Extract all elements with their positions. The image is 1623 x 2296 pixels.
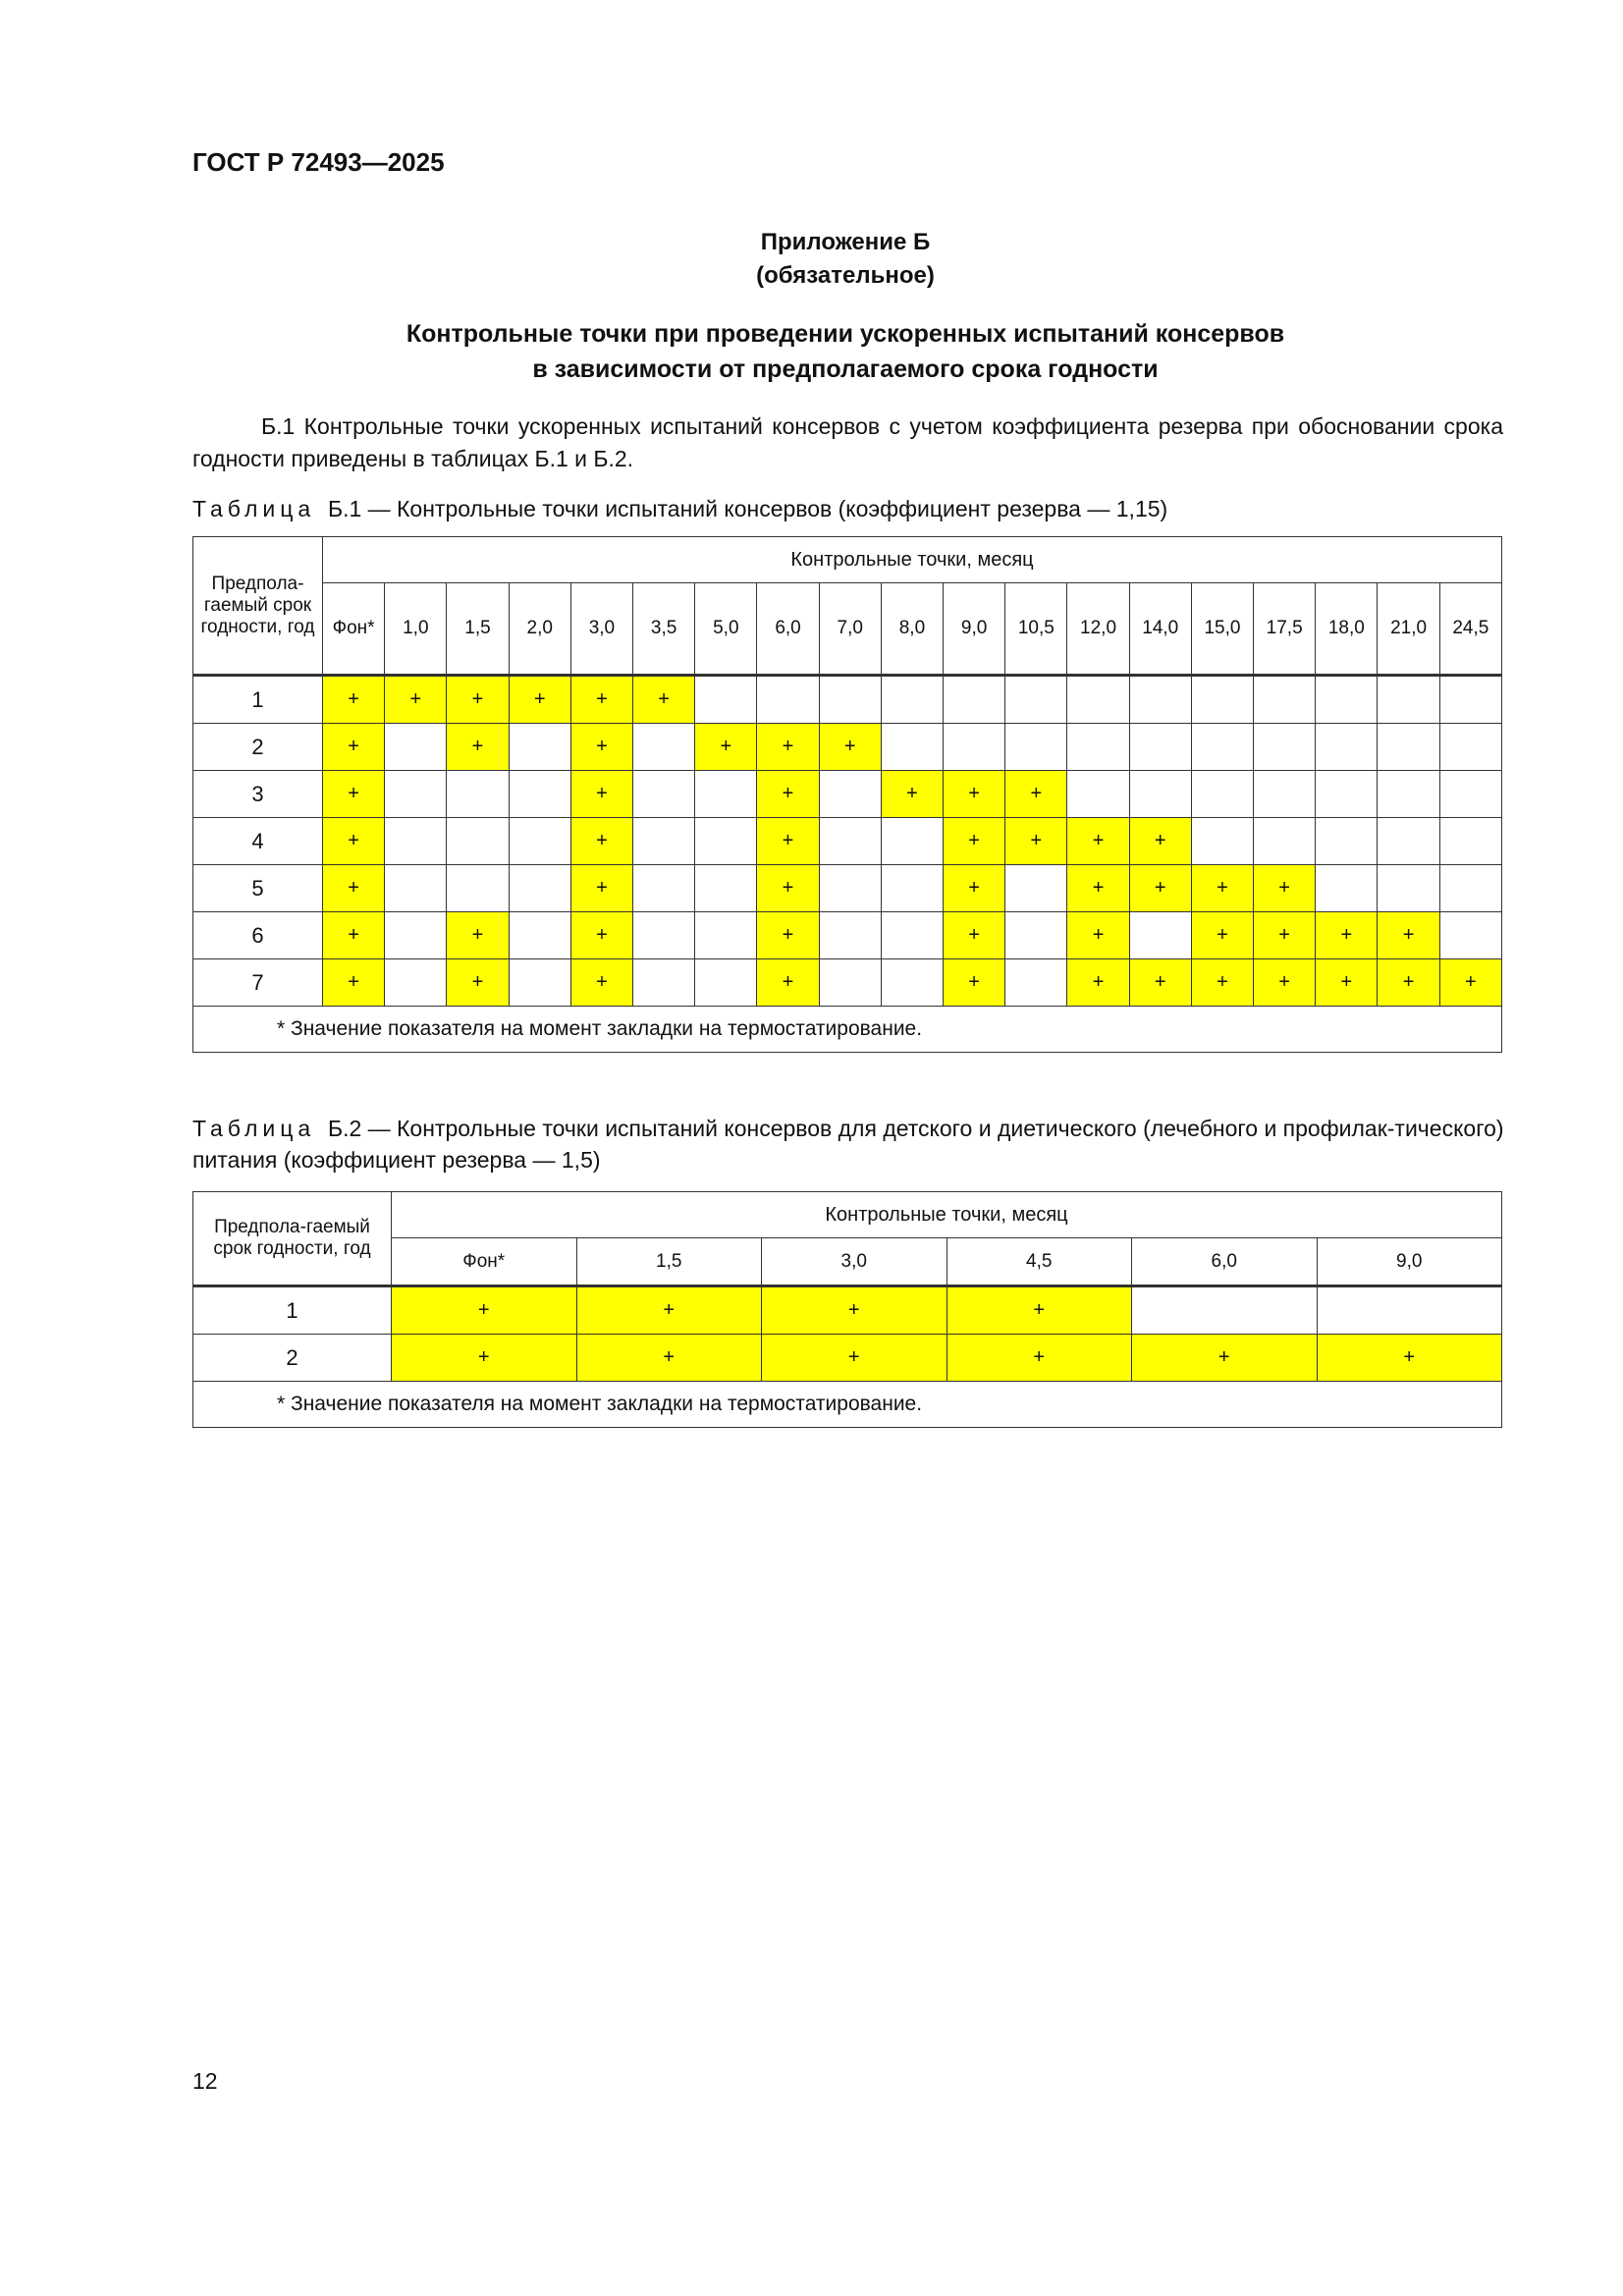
table1-cell: +: [757, 912, 819, 959]
table1-cell: +: [1439, 959, 1501, 1007]
table1-cell: [1067, 676, 1129, 724]
table1-cell: [385, 959, 447, 1007]
table1-cell: [1129, 676, 1191, 724]
table1-cell: [1191, 724, 1253, 771]
table2-column-header: 6,0: [1132, 1238, 1318, 1286]
table2-caption: [192, 1113, 1508, 1175]
table1-caption: [192, 493, 1508, 524]
appendix-heading: [192, 226, 1498, 293]
table1-cell: +: [1005, 771, 1067, 818]
intro-paragraph: Б.1 Контрольные точки ускоренных испытаний консервов с учетом коэффициента резерва при обосновании срока годности приведены в таблицах Б.1 и Б.2.: [192, 413, 1503, 471]
table2-row-label: 1: [193, 1286, 392, 1335]
table1-cell: [881, 818, 943, 865]
table1-cell: [881, 912, 943, 959]
table1: [192, 536, 1502, 1053]
document-header: ГОСТ Р 72493—2025: [192, 147, 445, 177]
table1-cell: [819, 912, 881, 959]
table1-cell: +: [509, 676, 570, 724]
table1-cell: +: [570, 771, 632, 818]
table1-cell: +: [944, 865, 1005, 912]
table1-cell: +: [385, 676, 447, 724]
table2-caption-text: Б.2 — Контрольные точки испытаний консервов для детского и диетического (лечебного и профилак-тического) питания (коэффициент резерва — 1,5): [192, 1116, 1504, 1173]
section-title-line1: Контрольные точки при проведении ускоренных испытаний консервов: [406, 320, 1285, 348]
table1-cell: +: [323, 724, 385, 771]
table1-column-header: 1,5: [447, 583, 509, 676]
table1-cell: +: [1191, 912, 1253, 959]
table-row: [193, 865, 1502, 912]
table1-cell: [881, 959, 943, 1007]
table1-cell: [695, 912, 757, 959]
table-row: [193, 771, 1502, 818]
table1-cell: [1005, 865, 1067, 912]
table1-cell: [1439, 912, 1501, 959]
table1-cell: [1378, 818, 1439, 865]
table1-cell: [1316, 771, 1378, 818]
table1-column-header: 1,0: [385, 583, 447, 676]
table2-column-header: 9,0: [1317, 1238, 1502, 1286]
table1-column-header: 12,0: [1067, 583, 1129, 676]
table1-row-label: 1: [193, 676, 323, 724]
table1-column-header: 8,0: [881, 583, 943, 676]
table1-cell: +: [323, 676, 385, 724]
table1-cell: +: [570, 865, 632, 912]
table1-column-header: 10,5: [1005, 583, 1067, 676]
table1-cell: [1254, 771, 1316, 818]
table1-column-header: 7,0: [819, 583, 881, 676]
table1-cell: +: [570, 912, 632, 959]
table1-caption-text: Б.1 — Контрольные точки испытаний консервов (коэффициент резерва — 1,15): [327, 496, 1168, 521]
table1-cell: +: [323, 818, 385, 865]
table1-cell: [695, 818, 757, 865]
table-row: [193, 912, 1502, 959]
table-row: [193, 959, 1502, 1007]
table1-cell: +: [944, 912, 1005, 959]
table1-column-header: 15,0: [1191, 583, 1253, 676]
table-row: [193, 1286, 1502, 1335]
table1-cell: [1439, 771, 1501, 818]
table2-cell: +: [392, 1335, 577, 1382]
table1-cell: +: [1067, 818, 1129, 865]
table1-cell: [944, 724, 1005, 771]
table2: [192, 1191, 1502, 1428]
table1-rowhead: Предпола-гаемый срок годности, год: [193, 537, 323, 676]
table2-cell: [1132, 1286, 1318, 1335]
table1-cell: [1191, 676, 1253, 724]
table1-cell: +: [447, 959, 509, 1007]
table1-cell: [757, 676, 819, 724]
table2-cell: +: [1132, 1335, 1318, 1382]
table1-cell: [1316, 724, 1378, 771]
table1-cell: [1316, 676, 1378, 724]
table1-cell: [447, 771, 509, 818]
table1-cell: +: [1254, 912, 1316, 959]
table1-cell: [447, 865, 509, 912]
table1-cell: [1316, 818, 1378, 865]
table1-cell: +: [570, 959, 632, 1007]
table1-cell: [819, 865, 881, 912]
table1-cell: +: [757, 865, 819, 912]
table2-footnote: * Значение показателя на момент закладки на термостатирование.: [193, 1382, 1502, 1428]
table2-row-label: 2: [193, 1335, 392, 1382]
table1-cell: [1254, 676, 1316, 724]
table2-cell: +: [576, 1286, 762, 1335]
table1-cell: +: [1067, 959, 1129, 1007]
table1-cell: +: [881, 771, 943, 818]
table1-cell: [1005, 724, 1067, 771]
table1-cell: [633, 865, 695, 912]
table1-cell: [881, 724, 943, 771]
table1-column-header: 14,0: [1129, 583, 1191, 676]
table1-row-label: 5: [193, 865, 323, 912]
table1-cell: +: [1191, 865, 1253, 912]
table1-column-header: 17,5: [1254, 583, 1316, 676]
table1-cell: [1067, 771, 1129, 818]
table2-cell: +: [947, 1335, 1132, 1382]
table2-column-header: 4,5: [947, 1238, 1132, 1286]
table1-cell: [695, 865, 757, 912]
table1-cell: +: [323, 771, 385, 818]
table1-cell: [1378, 771, 1439, 818]
table1-cell: [1254, 724, 1316, 771]
table1-caption-word: Таблица: [192, 496, 316, 521]
table1-cell: +: [944, 818, 1005, 865]
table-row: [193, 818, 1502, 865]
table1-column-header: 6,0: [757, 583, 819, 676]
table1-cell: [1378, 724, 1439, 771]
table1-cell: [1129, 771, 1191, 818]
appendix-status: (обязательное): [756, 262, 935, 289]
table1-cell: [447, 818, 509, 865]
table1-cell: [385, 771, 447, 818]
table1-row-label: 3: [193, 771, 323, 818]
table-row: [193, 1335, 1502, 1382]
table1-cell: [695, 771, 757, 818]
table1-cell: [944, 676, 1005, 724]
table1-cell: +: [1191, 959, 1253, 1007]
table1-cell: +: [447, 676, 509, 724]
table1-cell: +: [1254, 959, 1316, 1007]
table1-cell: +: [633, 676, 695, 724]
table1-cell: +: [323, 912, 385, 959]
table1-cell: +: [1316, 959, 1378, 1007]
table1-cell: +: [1129, 818, 1191, 865]
table1-cell: +: [570, 676, 632, 724]
table1-cell: [881, 676, 943, 724]
table1-cell: [633, 959, 695, 1007]
table1-cell: [633, 771, 695, 818]
table1-cell: [1378, 865, 1439, 912]
page-number: 12: [192, 2068, 218, 2094]
table-row: [193, 724, 1502, 771]
table1-cell: [385, 724, 447, 771]
section-title: [192, 316, 1498, 387]
table1-cell: [385, 818, 447, 865]
table1-cell: +: [1005, 818, 1067, 865]
table1-column-header: 3,0: [570, 583, 632, 676]
table1-cell: +: [757, 959, 819, 1007]
table1-row-label: 6: [193, 912, 323, 959]
table-row: [193, 676, 1502, 724]
table1-cell: +: [944, 959, 1005, 1007]
table1-cell: +: [1316, 912, 1378, 959]
table1-cell: +: [323, 865, 385, 912]
table1-cell: [1439, 676, 1501, 724]
table1-cell: +: [757, 818, 819, 865]
table1-cell: [1316, 865, 1378, 912]
table1-cell: [509, 771, 570, 818]
table1-cell: [819, 818, 881, 865]
table1-cell: [509, 865, 570, 912]
table1-column-header: 18,0: [1316, 583, 1378, 676]
appendix-title: Приложение Б: [760, 229, 931, 255]
table2-group-header: Контрольные точки, месяц: [392, 1192, 1502, 1238]
table1-column-header: 9,0: [944, 583, 1005, 676]
table1-row-label: 7: [193, 959, 323, 1007]
table1-cell: [1439, 818, 1501, 865]
table1-row-label: 4: [193, 818, 323, 865]
table1-column-header: 24,5: [1439, 583, 1501, 676]
table2-cell: +: [947, 1286, 1132, 1335]
table1-cell: [819, 676, 881, 724]
table1-cell: [695, 676, 757, 724]
table1-cell: [819, 771, 881, 818]
table1-cell: [385, 865, 447, 912]
table1-cell: [1378, 676, 1439, 724]
table1-cell: [1191, 818, 1253, 865]
table1-cell: [819, 959, 881, 1007]
table2-rowhead: Предпола-гаемый срок годности, год: [193, 1192, 392, 1286]
table2-cell: +: [1317, 1335, 1502, 1382]
table1-cell: [509, 818, 570, 865]
table1-cell: [509, 912, 570, 959]
table1-cell: [1129, 724, 1191, 771]
table2-caption-word: Таблица: [192, 1116, 316, 1141]
section-title-line2: в зависимости от предполагаемого срока годности: [532, 355, 1159, 383]
table2-cell: +: [762, 1335, 947, 1382]
table1-cell: +: [447, 724, 509, 771]
table1-cell: +: [570, 724, 632, 771]
table1-row-label: 2: [193, 724, 323, 771]
table1-cell: [1129, 912, 1191, 959]
table1-column-header: Фон*: [323, 583, 385, 676]
table2-column-header: 1,5: [576, 1238, 762, 1286]
table1-footnote: * Значение показателя на момент закладки на термостатирование.: [193, 1007, 1502, 1053]
table1-cell: +: [1067, 865, 1129, 912]
table1-cell: +: [944, 771, 1005, 818]
table2-column-header: Фон*: [392, 1238, 577, 1286]
table2-cell: +: [762, 1286, 947, 1335]
table1-cell: [633, 818, 695, 865]
table1-cell: [509, 959, 570, 1007]
table1-cell: [1005, 676, 1067, 724]
table1-cell: [385, 912, 447, 959]
table1-cell: +: [757, 771, 819, 818]
table1-cell: [881, 865, 943, 912]
table1-cell: +: [1067, 912, 1129, 959]
table1-column-header: 21,0: [1378, 583, 1439, 676]
table2-column-header: 3,0: [762, 1238, 947, 1286]
table1-cell: [695, 959, 757, 1007]
table2-cell: +: [576, 1335, 762, 1382]
table1-cell: +: [570, 818, 632, 865]
table1-cell: +: [1378, 959, 1439, 1007]
table1-cell: [633, 912, 695, 959]
table1-cell: +: [1254, 865, 1316, 912]
table1-cell: [1005, 912, 1067, 959]
table1-cell: [509, 724, 570, 771]
table1-cell: [633, 724, 695, 771]
table1-column-header: 5,0: [695, 583, 757, 676]
table1-cell: +: [1129, 865, 1191, 912]
table1-group-header: Контрольные точки, месяц: [323, 537, 1502, 583]
table1-cell: [1191, 771, 1253, 818]
table1-cell: +: [1129, 959, 1191, 1007]
table1-column-header: 2,0: [509, 583, 570, 676]
table1-cell: +: [819, 724, 881, 771]
table1-cell: +: [323, 959, 385, 1007]
table1-cell: +: [1378, 912, 1439, 959]
table1-cell: +: [757, 724, 819, 771]
table1-cell: +: [695, 724, 757, 771]
table1-cell: [1254, 818, 1316, 865]
table1-cell: [1439, 724, 1501, 771]
table1-column-header: 3,5: [633, 583, 695, 676]
table2-cell: +: [392, 1286, 577, 1335]
table2-cell: [1317, 1286, 1502, 1335]
table1-cell: [1439, 865, 1501, 912]
table1-cell: +: [447, 912, 509, 959]
table1-cell: [1067, 724, 1129, 771]
table1-cell: [1005, 959, 1067, 1007]
